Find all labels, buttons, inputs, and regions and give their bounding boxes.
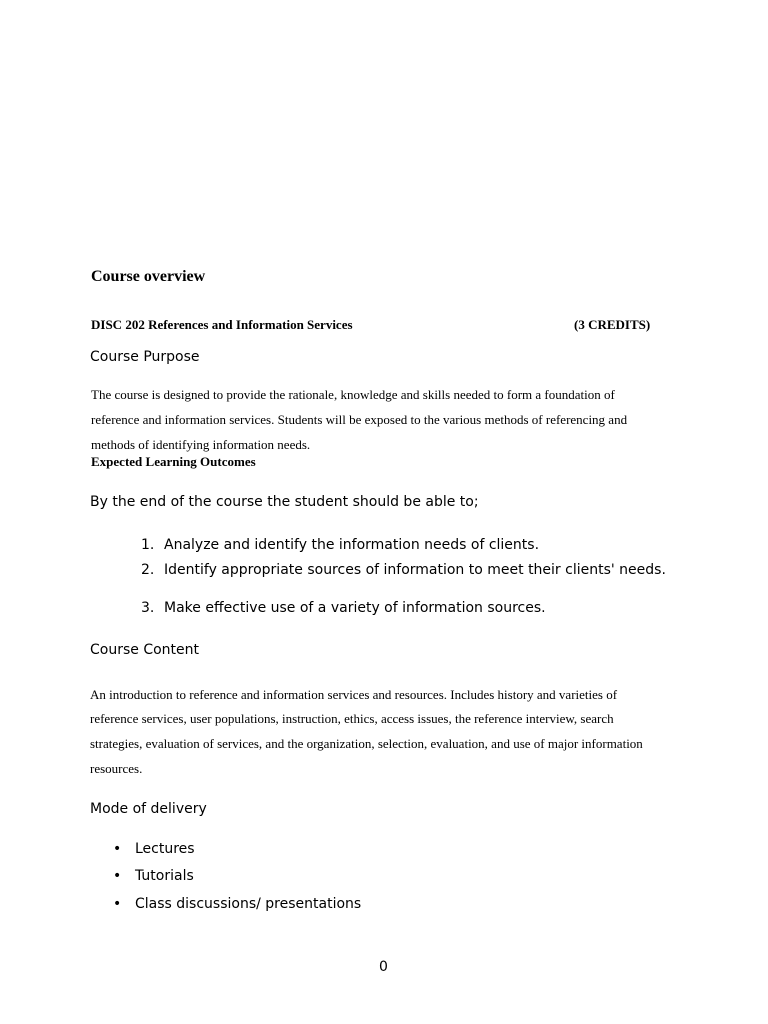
bullet-icon: • [113, 868, 122, 884]
purpose-line: reference and information services. Students will be exposed to the various methods of referencing and [91, 412, 628, 427]
bullet-icon: • [113, 896, 122, 912]
list-number: 2. [141, 562, 155, 578]
list-item-text: Class discussions/ presentations [135, 896, 362, 912]
list-item-text: Lectures [135, 841, 195, 857]
content-line: An introduction to reference and information services and resources. Includes history and varieties of [90, 687, 618, 702]
list-item-text: Analyze and identify the information needs of clients. [164, 537, 540, 553]
course-content-heading: Course Content [90, 642, 200, 658]
bullet-icon: • [113, 841, 122, 857]
course-code-title: DISC 202 References and Information Services [91, 317, 353, 332]
purpose-line: The course is designed to provide the rationale, knowledge and skills needed to form a foundation of [91, 387, 615, 402]
outcomes-intro: By the end of the course the student should be able to; [90, 494, 479, 510]
course-overview-heading: Course overview [91, 268, 206, 285]
list-number: 1. [141, 537, 155, 553]
course-credits: (3 CREDITS) [574, 317, 651, 332]
list-item-text: Identify appropriate sources of information to meet their clients' needs. [164, 562, 666, 578]
list-item-text: Make effective use of a variety of information sources. [164, 600, 546, 616]
course-purpose-heading: Course Purpose [90, 349, 200, 365]
page-number: 0 [379, 959, 388, 975]
list-item-text: Tutorials [135, 868, 194, 884]
content-line: reference services, user populations, instruction, ethics, access issues, the reference interview, search [90, 711, 614, 726]
list-number: 3. [141, 600, 155, 616]
learning-outcomes-heading: Expected Learning Outcomes [91, 454, 256, 469]
mode-of-delivery-heading: Mode of delivery [90, 801, 207, 817]
purpose-line: methods of identifying information needs. [91, 437, 311, 452]
content-line: strategies, evaluation of services, and the organization, selection, evaluation, and use of major information [90, 736, 643, 751]
content-line: resources. [90, 761, 143, 776]
